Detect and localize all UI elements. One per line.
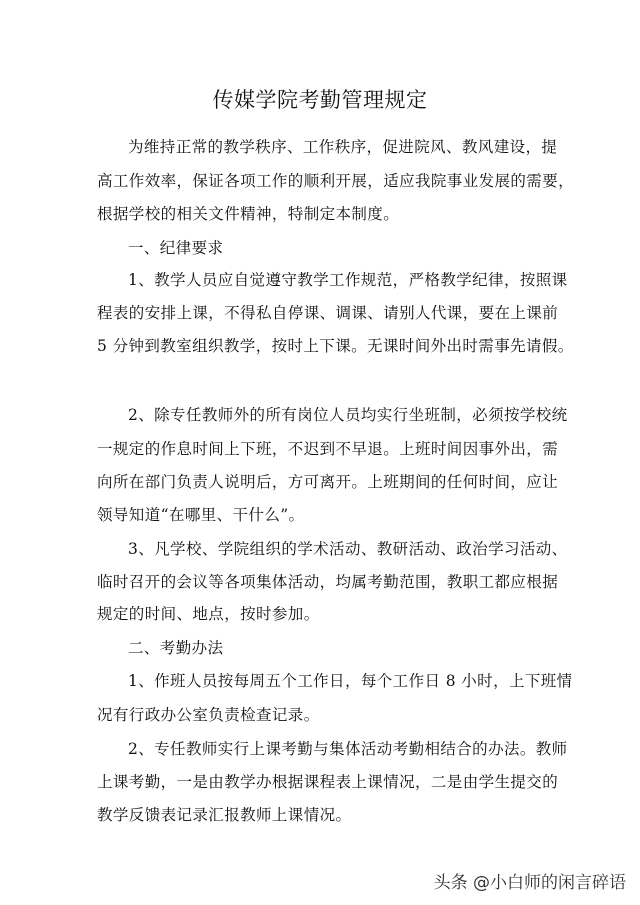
paragraph-line: 向所在部门负责人说明后，方可离开。上班期间的任何时间，应让 <box>97 473 559 491</box>
paragraph-line: 一规定的作息时间上下班，不迟到不早退。上班时间因事外出，需 <box>97 440 559 458</box>
paragraph-line: 况有行政办公室负责检查记录。 <box>97 706 320 724</box>
paragraph-line: 1、教学人员应自觉遵守教学工作规范，严格教学纪律，按照课 <box>128 271 568 289</box>
paragraph-line: 程表的安排上课，不得私自停课、调课、请别人代课，要在上课前 <box>97 304 559 322</box>
paragraph-line: 1、作班人员按每周五个工作日，每个工作日 8 小时，上下班情 <box>128 672 573 690</box>
paragraph-line: 2、专任教师实行上课考勤与集体活动考勤相结合的办法。教师 <box>128 740 568 758</box>
paragraph-line: 上课考勤，一是由教学办根据课程表上课情况，二是由学生提交的 <box>97 773 559 791</box>
paragraph-line: 根据学校的相关文件精神，特制定本制度。 <box>97 205 400 223</box>
paragraph-line: 规定的时间、地点，按时参加。 <box>97 605 320 623</box>
watermark: 头条 @小白师的闲言碎语 <box>433 873 626 893</box>
document-title: 传媒学院考勤管理规定 <box>212 88 428 112</box>
paragraph-line: 3、凡学校、学院组织的学术活动、教研活动、政治学习活动、 <box>128 540 568 558</box>
paragraph-line: 教学反馈表记录汇报教师上课情况。 <box>97 806 352 824</box>
section-heading: 一、纪律要求 <box>128 239 224 257</box>
paragraph-line: 高工作效率，保证各项工作的顺利开展，适应我院事业发展的需要， <box>97 172 575 190</box>
paragraph-line: 2、除专任教师外的所有岗位人员均实行坐班制，必须按学校统 <box>128 406 568 424</box>
paragraph-line: 5 分钟到教室组织教学，按时上下课。无课时间外出时需事先请假。 <box>97 337 574 355</box>
paragraph-line: 领导知道“在哪里、干什么”。 <box>97 506 305 524</box>
paragraph-line: 为维持正常的教学秩序、工作秩序，促进院风、教风建设，提 <box>128 138 558 156</box>
section-heading: 二、考勤办法 <box>128 639 224 657</box>
paragraph-line: 临时召开的会议等各项集体活动，均属考勤范围，教职工都应根据 <box>97 573 559 591</box>
